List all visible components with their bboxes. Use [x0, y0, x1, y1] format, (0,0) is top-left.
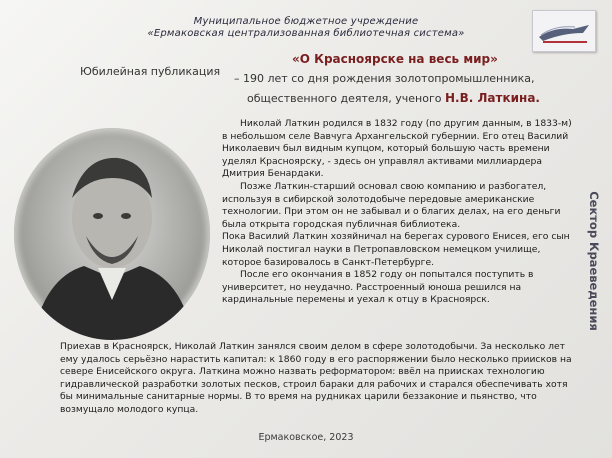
- institution-line1: Муниципальное бюджетное учреждение: [193, 16, 419, 27]
- bio-paragraph-2: Позже Латкин-старший основал свою компанию и разбогател, используя в сибирской золотодобыче передовые американские технологии. При этом он не забывал и о благих делах, на его деньги была открыта городская публичная библиотека.: [222, 180, 561, 230]
- side-label: [586, 186, 602, 336]
- subtitle-line1: – 190 лет со дня рождения золотопромышленника,: [234, 72, 535, 85]
- publication-label: Юбилейная публикация: [80, 65, 221, 78]
- bottom-text: [60, 341, 580, 417]
- page-title: «О Красноярске на весь мир»: [292, 52, 498, 66]
- subtitle-line2: [247, 91, 540, 105]
- bio-paragraph-1: Николай Латкин родился в 1832 году (по другим данным, в 1833-м) в небольшом селе Вавчуга Архангельской губернии. Его отец Василий Николаевич был видным купцом, который большую часть времени уделял Красноярску, - здесь он управлял активами миллиардера Дмитрия Бенардаки.: [222, 118, 572, 180]
- bottom-paragraph: Приехав в Красноярск, Николай Латкин занялся своим делом в сфере золотодобычи. За несколько лет ему удалось серьёзно нарастить капитал: к 1860 году в его распоряжении было несколько приисков на севере Енисейского округа. Латкина можно назвать реформатором: ввёл на приисках технологию гидравлической разработки золотых песков, строил бараки для рабочих и старался обеспечивать хотя бы минимальные санитарные нормы. В то время на рудниках царили беззаконие и пьянство, что возмущало молодого купца.: [60, 341, 572, 415]
- footer-text: Ермаковское, 2023: [258, 432, 354, 443]
- subtitle-name: Н.В. Латкина.: [444, 91, 540, 105]
- side-label-text: Сектор Краеведения: [587, 191, 601, 331]
- logo-image: [532, 10, 596, 52]
- book-logo-icon: [533, 11, 595, 51]
- bio-paragraph-3: Пока Василий Латкин хозяйничал на берегах сурового Енисея, его сын Николай постигал науки в Петропавловском немецком училище, которое базировалось в Санкт-Петербурге.: [222, 231, 570, 268]
- institution-header: [0, 16, 612, 40]
- portrait-photo: [14, 128, 210, 340]
- bio-text: [222, 118, 574, 307]
- subtitle-text: общественного деятеля, ученого: [247, 92, 442, 105]
- portrait-figure: [14, 128, 210, 340]
- bio-paragraph-4: После его окончания в 1852 году он попытался поступить в университет, но неудачно. Расстроенный юноша решился на кардинальные перемены и уехал к отцу в Красноярск.: [222, 269, 534, 306]
- institution-line2: «Ермаковская централизованная библиотечная система»: [147, 28, 465, 39]
